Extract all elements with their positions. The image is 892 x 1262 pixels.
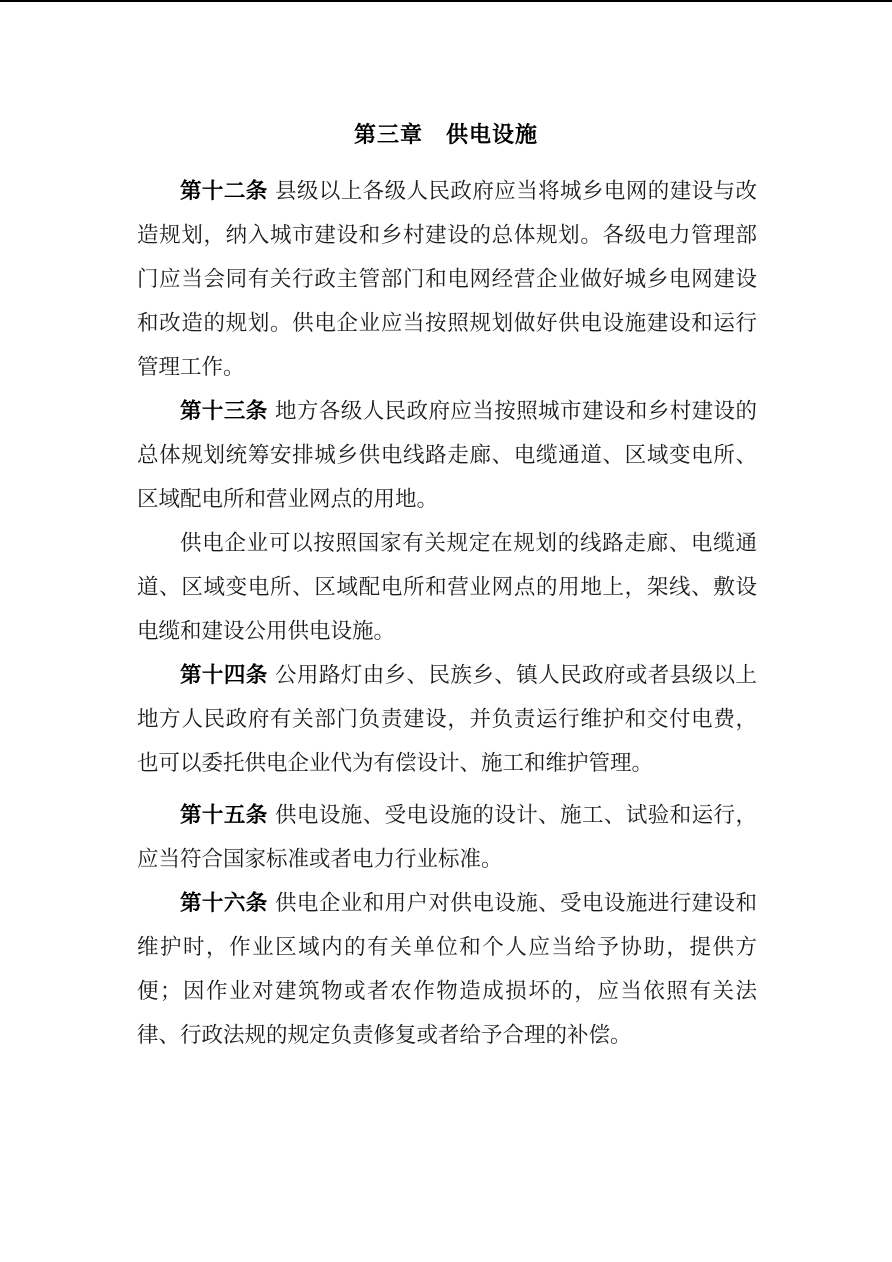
article-number: 第十三条: [180, 399, 268, 424]
article-text: 供电设施、受电设施的设计、施工、试验和运行，应当符合国家标准或者电力行业标准。: [137, 803, 757, 872]
article-text: 县级以上各级人民政府应当将城乡电网的建设与改造规划，纳入城市建设和乡村建设的总体规划。各级电力管理部门应当会同有关行政主管部门和电网经营企业做好城乡电网建设和改造的规划。供电企业应当按照规划做好供电设施建设和运行管理工作。: [137, 179, 757, 380]
article-text: 地方各级人民政府应当按照城市建设和乡村建设的总体规划统筹安排城乡供电线路走廊、电缆通道、区域变电所、区域配电所和营业网点的用地。: [137, 399, 757, 512]
article-12: [137, 170, 757, 390]
article-15: [137, 794, 757, 882]
article-13: [137, 390, 757, 522]
article-number: 第十四条: [180, 663, 268, 688]
article-number: 第十六条: [180, 891, 268, 916]
article-text: 公用路灯由乡、民族乡、镇人民政府或者县级以上地方人民政府有关部门负责建设，并负责运行维护和交付电费，也可以委托供电企业代为有偿设计、施工和维护管理。: [137, 663, 757, 776]
article-16: [137, 882, 757, 1058]
chapter-title: 第三章 供电设施: [353, 123, 538, 148]
article-text: 供电企业和用户对供电设施、受电设施进行建设和维护时，作业区域内的有关单位和个人应当给予协助，提供方便；因作业对建筑物或者农作物造成损坏的，应当依照有关法律、行政法规的规定负责修复或者给予合理的补偿。: [137, 891, 757, 1048]
article-13-continuation: 供电企业可以按照国家有关规定在规划的线路走廊、电缆通道、区域变电所、区域配电所和营业网点的用地上，架线、敷设电缆和建设公用供电设施。: [137, 531, 757, 644]
article-14: [137, 654, 757, 786]
article-number: 第十五条: [180, 803, 268, 828]
article-number: 第十二条: [180, 179, 268, 204]
chapter-body: [137, 170, 757, 1058]
